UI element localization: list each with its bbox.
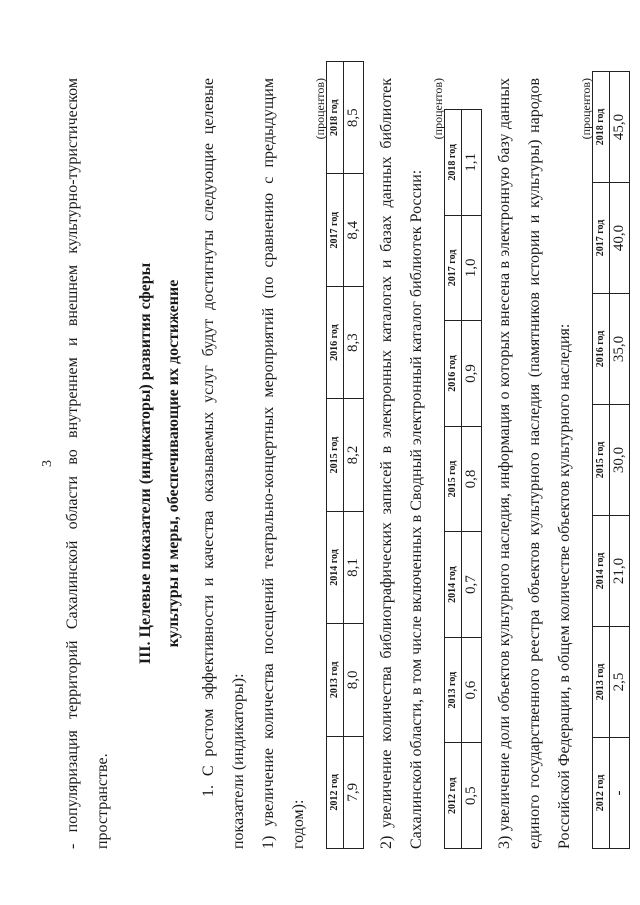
indicator-2-text: 2) увеличение количества библиографических записей в электронных каталогах и базах данных библиотек Сахалинской области, в том числе включенных в Сводный электронный каталог библиотек России: [378,78,425,849]
value-cell: 8,0 [344,624,364,736]
value-cell: 0,8 [462,426,482,532]
indicator-3-text: 3) увеличение доли объектов культурного наследия, информация о которых внесена в электронную базу данных единого государственного реестра объектов культурного наследия (памятников истории и культуры) народов Российской Федерации, в общем количестве объектов культурного наследия: [496,78,573,849]
intro-line-1: - популяризация территорий Сахалинской области во внутреннем и внешнем культурно-туристическом [64,78,81,849]
value-cell: 1,0 [462,215,482,321]
value-cell: 21,0 [610,516,630,627]
value-cell: 40,0 [610,183,630,294]
year-header: 2018 год [327,62,344,174]
value-cell: 30,0 [610,405,630,516]
value-cell: 8,2 [344,399,364,511]
value-cell: 1,1 [462,110,482,216]
year-header: 2014 год [327,511,344,623]
year-header: 2014 год [445,532,462,638]
value-cell: 2,5 [610,627,630,738]
year-header: 2015 год [327,399,344,511]
indicator-2-unit: (процентов) [431,78,445,140]
year-header: 2018 год [445,110,462,216]
year-header: 2016 год [445,321,462,427]
value-cell: 0,5 [462,743,482,849]
intro-line-2: пространстве. [94,753,111,849]
year-header: 2013 год [593,627,610,738]
table-header-row [327,62,344,849]
year-header: 2015 год [593,405,610,516]
section-heading-line-2: культуры и меры, обеспечивающие их достижение [165,279,182,648]
value-cell: 0,7 [462,532,482,638]
year-header: 2017 год [593,183,610,294]
indicator-2-table [444,109,482,849]
value-cell: - [610,738,630,849]
table-row [462,110,482,849]
table-row [344,62,364,849]
value-cell: 8,5 [344,62,364,174]
value-cell: 0,6 [462,637,482,743]
year-header: 2018 год [593,72,610,183]
indicator-3-unit: (процентов) [579,78,593,140]
table-header-row [445,110,462,849]
year-header: 2015 год [445,426,462,532]
year-header: 2013 год [327,624,344,736]
paragraph-1: 1. С ростом эффективности и качества оказываемых услуг будут достигнуты следующие целевые показатели (индикаторы): [200,78,247,849]
year-header: 2016 год [593,294,610,405]
value-cell: 8,4 [344,174,364,286]
year-header: 2012 год [445,743,462,849]
indicator-3-table [592,71,630,849]
indicator-1-text: 1) увеличение количества посещений театрально-концертных мероприятий (по сравнению с предыдущим годом): [260,78,307,849]
year-header: 2017 год [445,215,462,321]
value-cell: 35,0 [610,294,630,405]
section-heading-line-1: III. Целевые показатели (индикаторы) развития сферы [137,262,154,665]
value-cell: 0,9 [462,321,482,427]
table-row [610,72,630,849]
year-header: 2013 год [445,637,462,743]
value-cell: 7,9 [344,736,364,848]
year-header: 2012 год [593,738,610,849]
year-header: 2012 год [327,736,344,848]
table-header-row [593,72,610,849]
section-heading [132,78,188,849]
value-cell: 45,0 [610,72,630,183]
value-cell: 8,1 [344,511,364,623]
year-header: 2014 год [593,516,610,627]
year-header: 2017 год [327,174,344,286]
page-number: 3 [40,460,55,467]
indicator-1-table [326,61,364,849]
year-header: 2016 год [327,286,344,398]
indicator-1-unit: (процентов) [313,78,327,140]
value-cell: 8,3 [344,286,364,398]
